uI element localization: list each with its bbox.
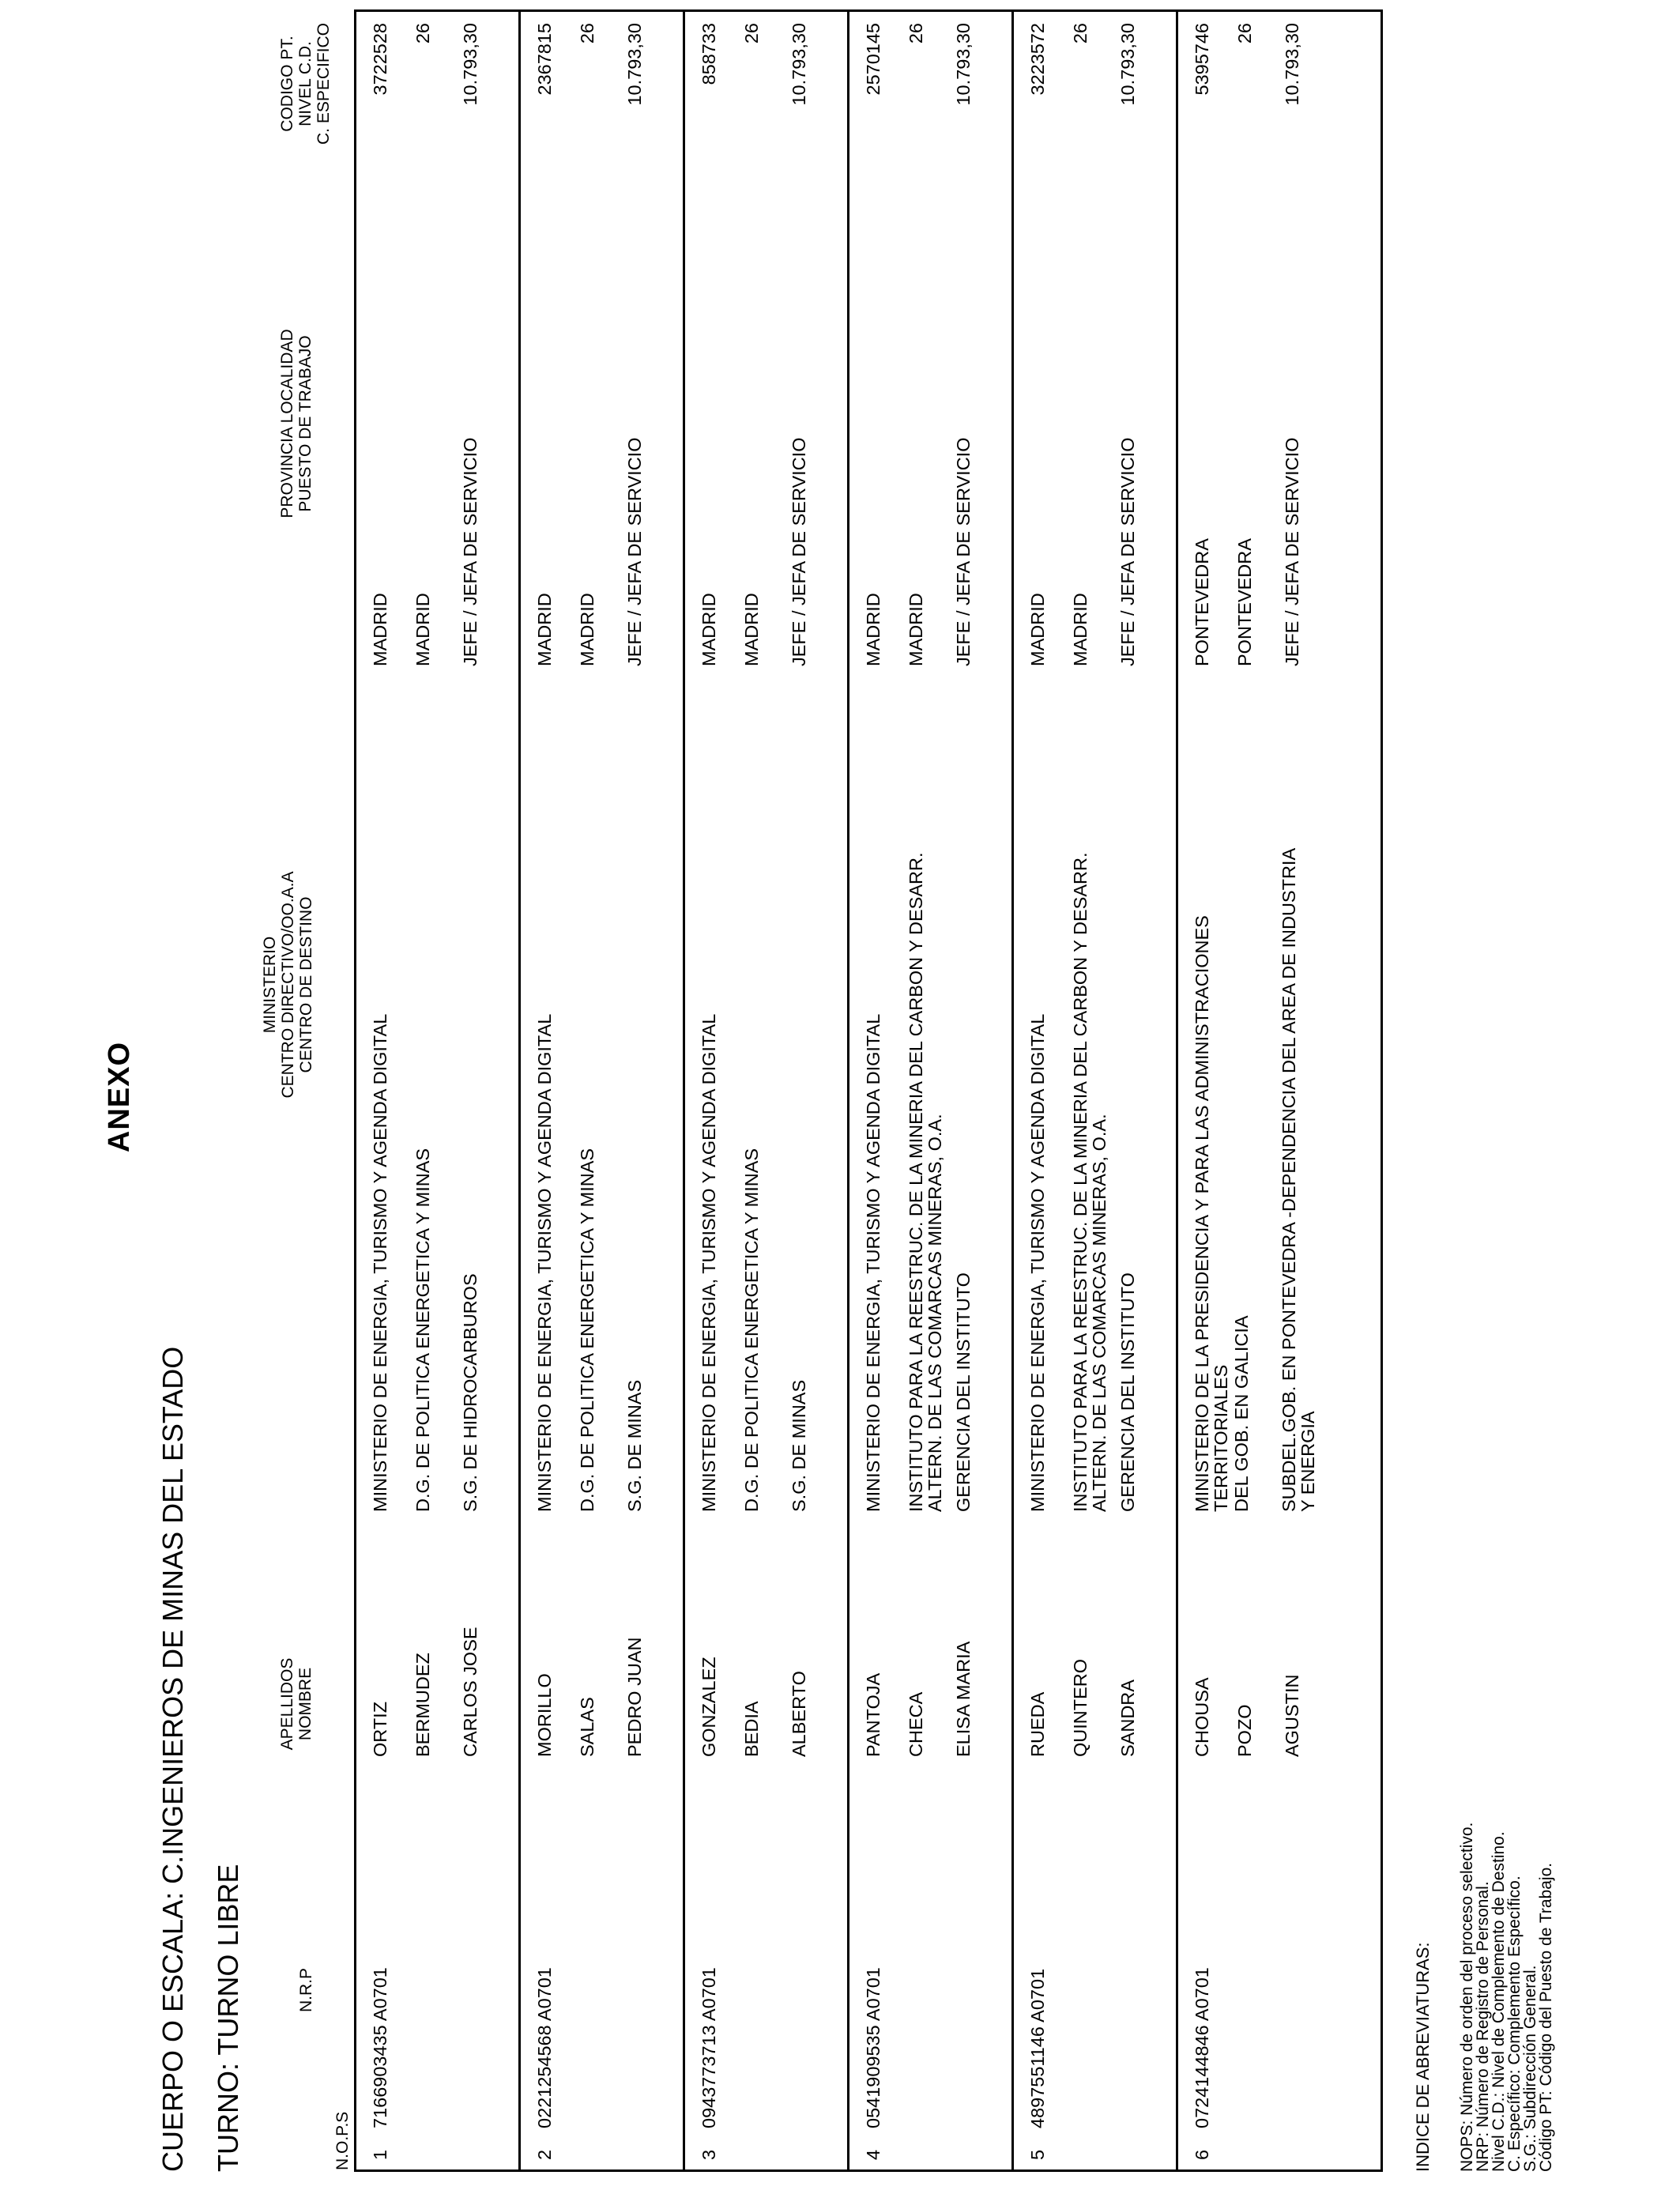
cell-ministerio-line2: TERRITORIALES <box>1211 1364 1231 1512</box>
cell-apellido1: RUEDA <box>1027 1691 1048 1757</box>
header-apellidos <box>278 1625 315 1783</box>
cell-centro-directivo-line2: ALTERN. DE LAS COMARCAS MINERAS, O.A. <box>925 1114 945 1512</box>
cell-localidad: MADRID <box>741 593 762 666</box>
cell-nombre: ELISA MARIA <box>953 1641 974 1757</box>
cell-nops: 4 <box>863 2149 883 2160</box>
cell-ministerio: MINISTERIO DE ENERGIA, TURISMO Y AGENDA DIGITAL <box>1027 1013 1048 1512</box>
cell-localidad: MADRID <box>906 593 926 666</box>
cell-nombre: CARLOS JOSE <box>460 1627 480 1757</box>
cell-nivel-cd: 26 <box>1234 23 1255 44</box>
cell-apellido2: BERMUDEZ <box>412 1653 433 1757</box>
cell-c-especifico: 10.793,30 <box>460 23 480 106</box>
cell-codigo-pt: 3223572 <box>1027 23 1048 96</box>
cell-puesto: JEFE / JEFA DE SERVICIO <box>624 437 645 666</box>
cell-nivel-cd: 26 <box>412 23 433 44</box>
cell-centro-directivo: DEL GOB. EN GALICIA <box>1231 1315 1252 1512</box>
cell-localidad: MADRID <box>1070 593 1090 666</box>
cell-ministerio: MINISTERIO DE ENERGIA, TURISMO Y AGENDA DIGITAL <box>370 1013 390 1512</box>
cell-apellido1: CHOUSA <box>1192 1677 1212 1757</box>
cell-apellido1: ORTIZ <box>370 1701 390 1757</box>
cell-codigo-pt: 3722528 <box>370 23 390 96</box>
header-puesto-line: PUESTO DE TRABAJO <box>296 335 315 512</box>
cell-nivel-cd: 26 <box>741 23 762 44</box>
results-table <box>354 9 1383 2172</box>
cell-puesto: JEFE / JEFA DE SERVICIO <box>953 437 974 666</box>
cell-codigo-pt: 2570145 <box>863 23 883 96</box>
cell-ministerio: MINISTERIO DE ENERGIA, TURISMO Y AGENDA DIGITAL <box>863 1013 883 1512</box>
abbreviation-item: C. Específico: Complemento Específico. <box>1505 1875 1524 2172</box>
cell-ministerio-line1: MINISTERIO DE LA PRESIDENCIA Y PARA LAS ADMINISTRACIONES <box>1192 915 1212 1512</box>
header-ministerio-line: MINISTERIO <box>261 936 279 1034</box>
header-especifico-line: C. ESPECIFICO <box>315 22 333 145</box>
turno: TURNO: TURNO LIBRE <box>212 1864 244 2172</box>
cell-nops: 6 <box>1192 2149 1212 2160</box>
cell-puesto: JEFE / JEFA DE SERVICIO <box>460 437 480 666</box>
header-centro-directivo-line: CENTRO DIRECTIVO/OO.A.A <box>279 871 297 1099</box>
cell-apellido1: PANTOJA <box>863 1672 883 1757</box>
row-separator <box>683 12 685 2169</box>
cell-centro-destino-line1: SUBDEL.GOB. EN PONTEVEDRA -DEPENDENCIA DEL AREA DE INDUSTRIA <box>1279 847 1299 1512</box>
cell-centro-directivo: D.G. DE POLITICA ENERGETICA Y MINAS <box>577 1148 597 1512</box>
cell-puesto: JEFE / JEFA DE SERVICIO <box>1282 437 1302 666</box>
cell-localidad: MADRID <box>412 593 433 666</box>
abbreviations-title: INDICE DE ABREVIATURAS: <box>1413 1942 1433 2172</box>
row-separator <box>847 12 849 2169</box>
cell-nrp: 0541909535 A0701 <box>863 1967 883 2128</box>
header-apellidos-line: APELLIDOS <box>278 1657 296 1751</box>
cell-apellido2: QUINTERO <box>1070 1658 1090 1757</box>
header-nivel-line: NIVEL C.D. <box>296 41 315 126</box>
cell-centro-directivo: D.G. DE POLITICA ENERGETICA Y MINAS <box>741 1148 762 1512</box>
cell-provincia: MADRID <box>534 593 555 666</box>
header-codigo-pt-line: CODIGO PT. <box>278 36 296 132</box>
header-ministerio <box>261 827 315 1143</box>
cell-centro-destino: S.G. DE MINAS <box>789 1379 809 1512</box>
cell-puesto: JEFE / JEFA DE SERVICIO <box>789 437 809 666</box>
cell-localidad: PONTEVEDRA <box>1234 538 1255 666</box>
cell-centro-destino: GERENCIA DEL INSTITUTO <box>953 1272 974 1512</box>
cell-apellido2: SALAS <box>577 1697 597 1757</box>
header-nombre-line: NOMBRE <box>296 1667 315 1741</box>
cell-codigo-pt: 858733 <box>699 23 719 85</box>
cell-centro-destino-line2: Y ENERGIA <box>1298 1411 1318 1512</box>
cell-apellido2: CHECA <box>906 1691 926 1757</box>
cell-c-especifico: 10.793,30 <box>624 23 645 106</box>
cuerpo-escala: CUERPO O ESCALA: C.INGENIEROS DE MINAS DEL ESTADO <box>156 1346 189 2172</box>
header-nops: N.O.P.S <box>333 2111 352 2170</box>
cell-nivel-cd: 26 <box>906 23 926 44</box>
cell-nombre: PEDRO JUAN <box>624 1637 645 1757</box>
header-provincia <box>278 305 315 542</box>
cell-nops: 1 <box>370 2149 390 2160</box>
row-separator <box>518 12 521 2169</box>
cell-ministerio: MINISTERIO DE ENERGIA, TURISMO Y AGENDA DIGITAL <box>534 1013 555 1512</box>
cell-centro-destino: S.G. DE HIDROCARBUROS <box>460 1273 480 1512</box>
cell-centro-directivo-line1: INSTITUTO PARA LA REESTRUC. DE LA MINERIA DEL CARBON Y DESARR. <box>906 852 926 1512</box>
cell-provincia: MADRID <box>699 593 719 666</box>
cell-nops: 2 <box>534 2149 555 2160</box>
page-title: ANEXO <box>103 1041 136 1153</box>
cell-nivel-cd: 26 <box>577 23 597 44</box>
cell-c-especifico: 10.793,30 <box>1282 23 1302 106</box>
row-separator <box>354 12 356 2169</box>
header-provincia-line: PROVINCIA LOCALIDAD <box>278 329 296 518</box>
cell-localidad: MADRID <box>577 593 597 666</box>
abbreviation-item: S.G.: Subdirección General. <box>1521 1965 1539 2172</box>
cell-nops: 5 <box>1027 2149 1048 2160</box>
cell-centro-directivo-line2: ALTERN. DE LAS COMARCAS MINERAS, O.A. <box>1089 1114 1109 1512</box>
abbreviation-item: Código PT: Código del Puesto de Trabajo. <box>1537 1862 1555 2172</box>
cell-nrp: 0221254568 A0701 <box>534 1967 555 2128</box>
cell-apellido1: MORILLO <box>534 1673 555 1757</box>
cell-c-especifico: 10.793,30 <box>789 23 809 106</box>
cell-provincia: MADRID <box>1027 593 1048 666</box>
cell-centro-directivo: D.G. DE POLITICA ENERGETICA Y MINAS <box>412 1148 433 1512</box>
cell-apellido2: POZO <box>1234 1704 1255 1757</box>
header-centro-destino-line: CENTRO DE DESTINO <box>297 896 315 1073</box>
cell-c-especifico: 10.793,30 <box>953 23 974 106</box>
abbreviation-item: Nivel C.D.: Nivel de Complemento de Destino. <box>1490 1831 1508 2172</box>
cell-ministerio: MINISTERIO DE ENERGIA, TURISMO Y AGENDA DIGITAL <box>699 1013 719 1512</box>
cell-centro-destino: S.G. DE MINAS <box>624 1379 645 1512</box>
cell-apellido2: BEDIA <box>741 1701 762 1757</box>
cell-nrp: 0724144846 A0701 <box>1192 1967 1212 2128</box>
header-codigo <box>278 13 333 155</box>
row-separator <box>1176 12 1178 2169</box>
abbreviation-item: NOPS: Número de orden del proceso selectivo. <box>1458 1822 1476 2172</box>
abbreviation-item: NRP: Número de Registro de Personal. <box>1474 1881 1492 2172</box>
header-nrp: N.R.P <box>297 1967 315 2012</box>
cell-provincia: MADRID <box>863 593 883 666</box>
row-separator <box>1011 12 1014 2169</box>
cell-provincia: MADRID <box>370 593 390 666</box>
cell-nombre: SANDRA <box>1117 1679 1138 1757</box>
cell-nrp: 7166903435 A0701 <box>370 1967 390 2128</box>
cell-nrp: 0943773713 A0701 <box>699 1967 719 2128</box>
cell-apellido1: GONZALEZ <box>699 1657 719 1757</box>
cell-codigo-pt: 2367815 <box>534 23 555 96</box>
cell-nops: 3 <box>699 2149 719 2160</box>
cell-c-especifico: 10.793,30 <box>1117 23 1138 106</box>
cell-centro-destino: GERENCIA DEL INSTITUTO <box>1117 1272 1138 1512</box>
cell-nombre: AGUSTIN <box>1282 1674 1302 1757</box>
cell-centro-directivo-line1: INSTITUTO PARA LA REESTRUC. DE LA MINERIA DEL CARBON Y DESARR. <box>1070 852 1090 1512</box>
cell-codigo-pt: 5395746 <box>1192 23 1212 96</box>
row-separator <box>1381 12 1383 2169</box>
cell-nivel-cd: 26 <box>1070 23 1090 44</box>
cell-puesto: JEFE / JEFA DE SERVICIO <box>1117 437 1138 666</box>
cell-provincia: PONTEVEDRA <box>1192 538 1212 666</box>
cell-nrp: 4897551146 A0701 <box>1027 1968 1048 2128</box>
cell-nombre: ALBERTO <box>789 1671 809 1757</box>
